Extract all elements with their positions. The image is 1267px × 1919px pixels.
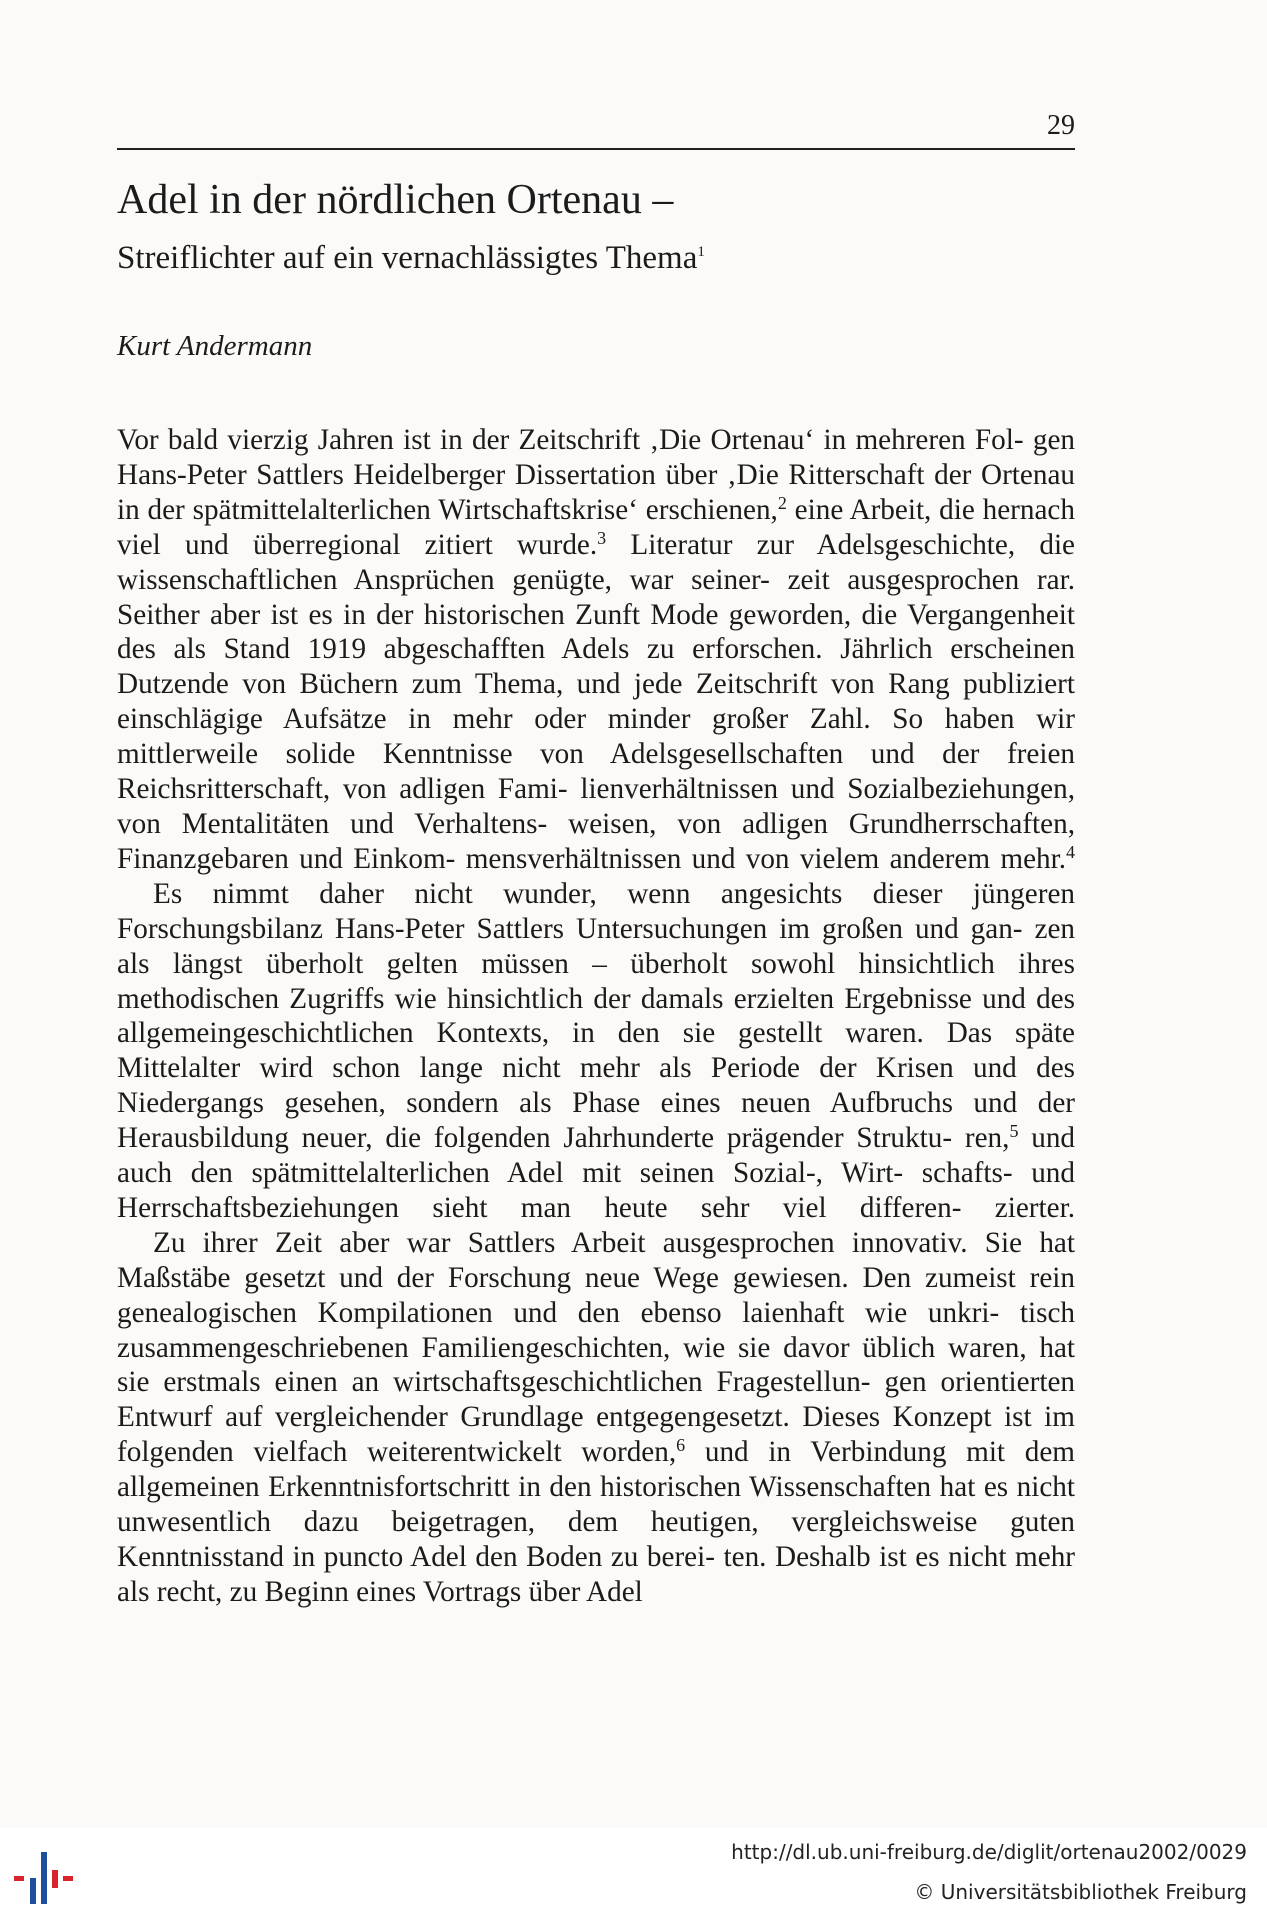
text-line: späte Mittelalter wird schon lange nicht mehr als Periode der Krisen und <box>117 1017 1076 1085</box>
text-line: methodischen Zugriffs wie hinsichtlich der damals erzielten Ergebnisse <box>117 982 972 1015</box>
viewer-footer <box>0 1828 1267 1919</box>
text-line: Arbeit, die hernach viel und überregional zitiert wurde. <box>117 493 1075 561</box>
text-line: des Niedergangs gesehen, sondern als Phase eines neuen Aufbruchs und <box>117 1052 1076 1120</box>
text-line: waren, hat sie erstmals einen an wirtschaftsgeschichtlichen Fragestellun- <box>117 1331 1076 1399</box>
footnote-ref: 3 <box>597 527 607 548</box>
footnote-ref: 5 <box>1009 1121 1019 1142</box>
footnote-ref: 2 <box>777 492 787 513</box>
author-name: Kurt Andermann <box>117 330 313 362</box>
footnote-ref: 6 <box>676 1435 686 1456</box>
text-line: und in <box>685 1436 792 1469</box>
text-line: gen Hans-Peter Sattlers Heidelberger Dissertation über ‚Die Ritterschaft <box>117 424 1076 491</box>
text-line: Adelsgesellschaften und der freien Reichsritterschaft, von adligen Fami- <box>117 738 1075 806</box>
text-line: Wissenschaften hat es nicht unwesentlich dazu beigetragen, dem heutigen, <box>117 1471 1076 1539</box>
text-line: Literatur zur <box>606 528 794 561</box>
text-line: Verbindung mit dem allgemeinen Erkenntnisfortschritt in den historischen <box>117 1436 1075 1504</box>
text-line: und auch den spätmittelalterlichen Adel mit seinen Sozial-, Wirt- <box>117 1122 1076 1190</box>
text-line: Forschungsbilanz Hans-Peter Sattlers Untersuchungen im großen und gan- <box>117 912 1023 945</box>
footnote-ref: 1 <box>697 244 705 260</box>
text-line: Vor bald vierzig Jahren ist in der Zeitschrift ‚Die Ortenau‘ in mehreren Fol- <box>117 424 1024 456</box>
copyright-notice: © Universitätsbibliothek Freiburg <box>914 1880 1247 1904</box>
paragraph-3 <box>117 1226 1075 1610</box>
text-line: Adelsgeschichte, die wissenschaftlichen Ansprüchen genügte, war seiner- <box>117 528 1076 596</box>
text-line: weisen, von adligen Grundherrschaften, Finanzgebaren und Einkom- <box>117 807 1076 875</box>
text-line: zierter. <box>994 1191 1075 1224</box>
text-line: der Herausbildung neuer, die folgenden Jahrhunderte prägender Struktu- <box>117 1087 1075 1155</box>
text-line: mensverhältnissen und von vielem anderem mehr. <box>465 842 1067 875</box>
text-line: eine <box>786 493 844 526</box>
text-line: Zu ihrer Zeit aber war Sattlers Arbeit ausgesprochen innovativ. Sie hat <box>153 1226 1075 1259</box>
text-line: der Ortenau in der spätmittelalterlichen Wirtschaftskrise‘ erschienen, <box>117 458 1075 526</box>
text-line: Es nimmt daher nicht wunder, wenn angesichts dieser jüngeren <box>153 877 1075 910</box>
text-line: zen als längst überholt gelten müssen – überholt sowohl hinsichtlich ihres <box>117 912 1075 980</box>
text-line: Maßstäbe gesetzt und der Forschung neue Wege gewiesen. Den zumeist <box>117 1261 1016 1294</box>
text-line: ten. Deshalb ist es nicht mehr als recht, zu Beginn eines Vortrags über Adel <box>117 1541 1076 1608</box>
text-line: ren, <box>964 1122 1010 1155</box>
article-body <box>117 423 1075 1610</box>
text-line: zeit ausgesprochen rar. Seither aber ist es in der historischen Zunft Mode <box>117 563 1075 631</box>
footnote-ref: 4 <box>1066 841 1076 862</box>
text-line: rein genealogischen Kompilationen und den ebenso laienhaft wie unkri- <box>117 1261 1075 1329</box>
permalink-url[interactable]: http://dl.ub.uni-freiburg.de/diglit/ortenau2002/0029 <box>731 1840 1247 1864</box>
subtitle-text: Streiflichter auf ein vernachlässigtes Thema <box>117 240 698 276</box>
text-line: minder großer Zahl. So haben wir mittlerweile solide Kenntnisse von <box>117 703 1075 771</box>
text-line: jede Zeitschrift von Rang publiziert einschlägige Aufsätze in mehr oder <box>117 668 1076 736</box>
text-line: tisch zusammengeschriebenen Familiengeschichten, wie sie davor üblich <box>117 1296 1076 1364</box>
paragraph-2 <box>117 877 1075 1226</box>
paragraph-1 <box>117 423 1075 877</box>
header-rule <box>117 148 1075 150</box>
page-number: 29 <box>1047 110 1075 141</box>
article-subtitle <box>117 240 705 277</box>
text-line: schafts- und Herrschaftsbeziehungen sieht man heute sehr viel differen- <box>117 1157 1075 1224</box>
text-line: erforschen. Jährlich erscheinen Dutzende von Büchern zum Thema, und <box>117 633 1075 701</box>
text-line: lienverhältnissen und Sozialbeziehungen, von Mentalitäten und Verhaltens- <box>117 773 1076 840</box>
text-line: vergleichsweise guten Kenntnisstand in puncto Adel den Boden zu berei- <box>117 1506 1075 1573</box>
text-line: geworden, die Vergangenheit des als Stand 1919 abgeschafften Adels zu <box>117 598 1076 666</box>
text-line: und des allgemeingeschichtlichen Kontexts, in den sie gestellt waren. Das <box>117 982 1075 1050</box>
library-logo-icon <box>14 1848 74 1906</box>
text-line: gen orientierten Entwurf auf vergleichender Grundlage entgegengesetzt. <box>117 1366 1075 1434</box>
article-title: Adel in der nördlichen Ortenau – <box>117 177 674 223</box>
text-line: Dieses Konzept ist im folgenden vielfach weiterentwickelt worden, <box>117 1401 1075 1469</box>
